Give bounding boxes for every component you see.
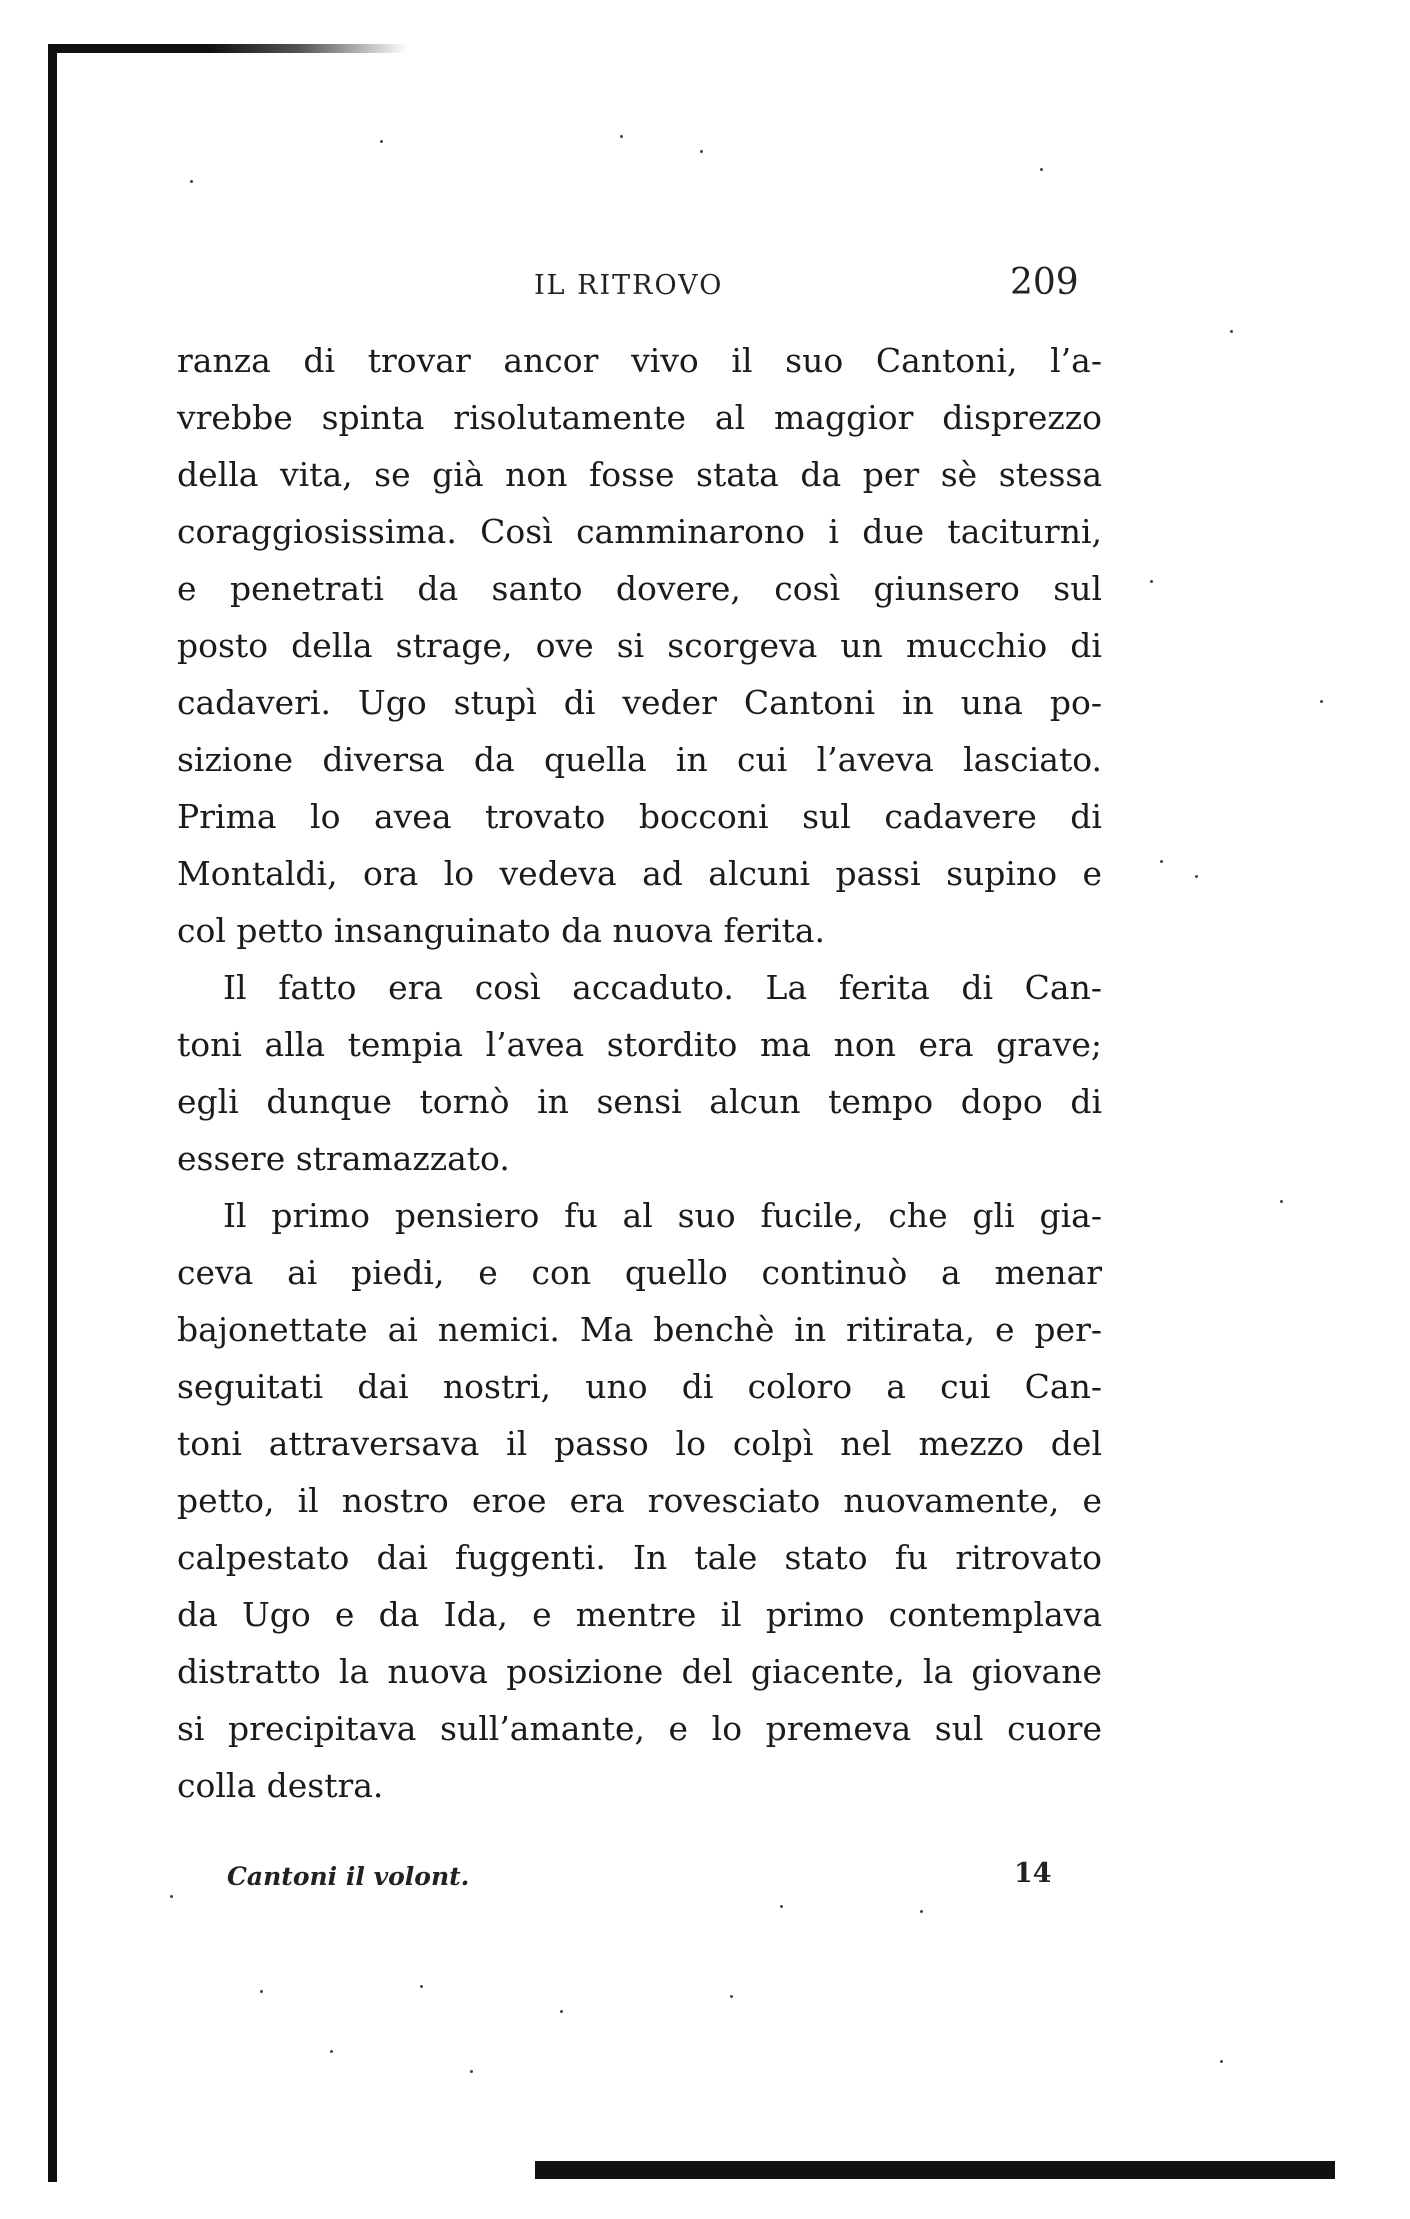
- scan-margin-line: [48, 44, 57, 2182]
- text-line: toni alla tempia l’avea stordito ma non era grave;: [177, 1025, 1102, 1064]
- text-line: Il primo pensiero fu al suo fucile, che gli gia-: [223, 1196, 1102, 1235]
- scan-speck: [560, 2010, 563, 2013]
- scan-speck: [1160, 860, 1163, 863]
- scan-speck: [1195, 875, 1198, 878]
- text-line: Il fatto era così accaduto. La ferita di Can-: [223, 968, 1102, 1007]
- text-line: si precipitava sull’amante, e lo premeva sul cuore: [177, 1709, 1102, 1748]
- text-line: distratto la nuova posizione del giacente, la giovane: [177, 1652, 1102, 1691]
- text-line: ceva ai piedi, e con quello continuò a menar: [177, 1253, 1102, 1292]
- text-line: posto della strage, ove si scorgeva un mucchio di: [177, 626, 1102, 665]
- text-line: ranza di trovar ancor vivo il suo Cantoni, l’a-: [177, 341, 1102, 380]
- scan-speck: [920, 1910, 923, 1913]
- scan-speck: [1220, 2060, 1223, 2063]
- signature-line: Cantoni il volont.: [227, 1862, 470, 1891]
- text-line: col petto insanguinato da nuova ferita.: [177, 911, 826, 950]
- scan-speck: [170, 1895, 173, 1898]
- scan-speck: [330, 2050, 333, 2053]
- text-line: Prima lo avea trovato bocconi sul cadavere di: [177, 797, 1102, 836]
- text-line: vrebbe spinta risolutamente al maggior disprezzo: [177, 398, 1102, 437]
- scan-speck: [190, 180, 193, 183]
- signature-mark: 14: [1014, 1858, 1052, 1889]
- text-line: seguitati dai nostri, uno di coloro a cui Can-: [177, 1367, 1102, 1406]
- running-title: IL RITROVO: [534, 270, 724, 301]
- text-line: e penetrati da santo dovere, così giunsero sul: [177, 569, 1102, 608]
- text-line: essere stramazzato.: [177, 1139, 510, 1178]
- text-line: sizione diversa da quella in cui l’aveva lasciato.: [177, 740, 1102, 779]
- scan-speck: [1230, 330, 1233, 333]
- scan-speck: [1040, 168, 1043, 171]
- text-line: coraggiosissima. Così camminarono i due taciturni,: [177, 512, 1102, 551]
- scan-speck: [1280, 1200, 1283, 1203]
- scan-speck: [260, 1990, 263, 1993]
- text-line: petto, il nostro eroe era rovesciato nuovamente, e: [177, 1481, 1102, 1520]
- scan-speck: [730, 1995, 733, 1998]
- scan-speck: [700, 150, 703, 153]
- scan-speck: [1320, 700, 1323, 703]
- text-line: egli dunque tornò in sensi alcun tempo dopo di: [177, 1082, 1102, 1121]
- scan-speck: [420, 1985, 423, 1988]
- text-line: cadaveri. Ugo stupì di veder Cantoni in una po-: [177, 683, 1102, 722]
- page-number: 209: [1010, 262, 1079, 303]
- scan-speck: [780, 1905, 783, 1908]
- scan-speck: [620, 135, 623, 138]
- scan-bottom-edge: [535, 2161, 1335, 2179]
- text-line: calpestato dai fuggenti. In tale stato fu ritrovato: [177, 1538, 1102, 1577]
- scan-speck: [380, 140, 383, 143]
- text-line: da Ugo e da Ida, e mentre il primo contemplava: [177, 1595, 1102, 1634]
- text-line: colla destra.: [177, 1766, 384, 1805]
- text-line: della vita, se già non fosse stata da per sè stessa: [177, 455, 1102, 494]
- scan-speck: [1150, 580, 1153, 583]
- text-line: toni attraversava il passo lo colpì nel mezzo del: [177, 1424, 1102, 1463]
- scan-speck: [470, 2070, 473, 2073]
- body-text: [177, 332, 1102, 1814]
- scan-top-edge: [48, 44, 408, 53]
- text-line: bajonettate ai nemici. Ma benchè in ritirata, e per-: [177, 1310, 1102, 1349]
- text-line: Montaldi, ora lo vedeva ad alcuni passi supino e: [177, 854, 1102, 893]
